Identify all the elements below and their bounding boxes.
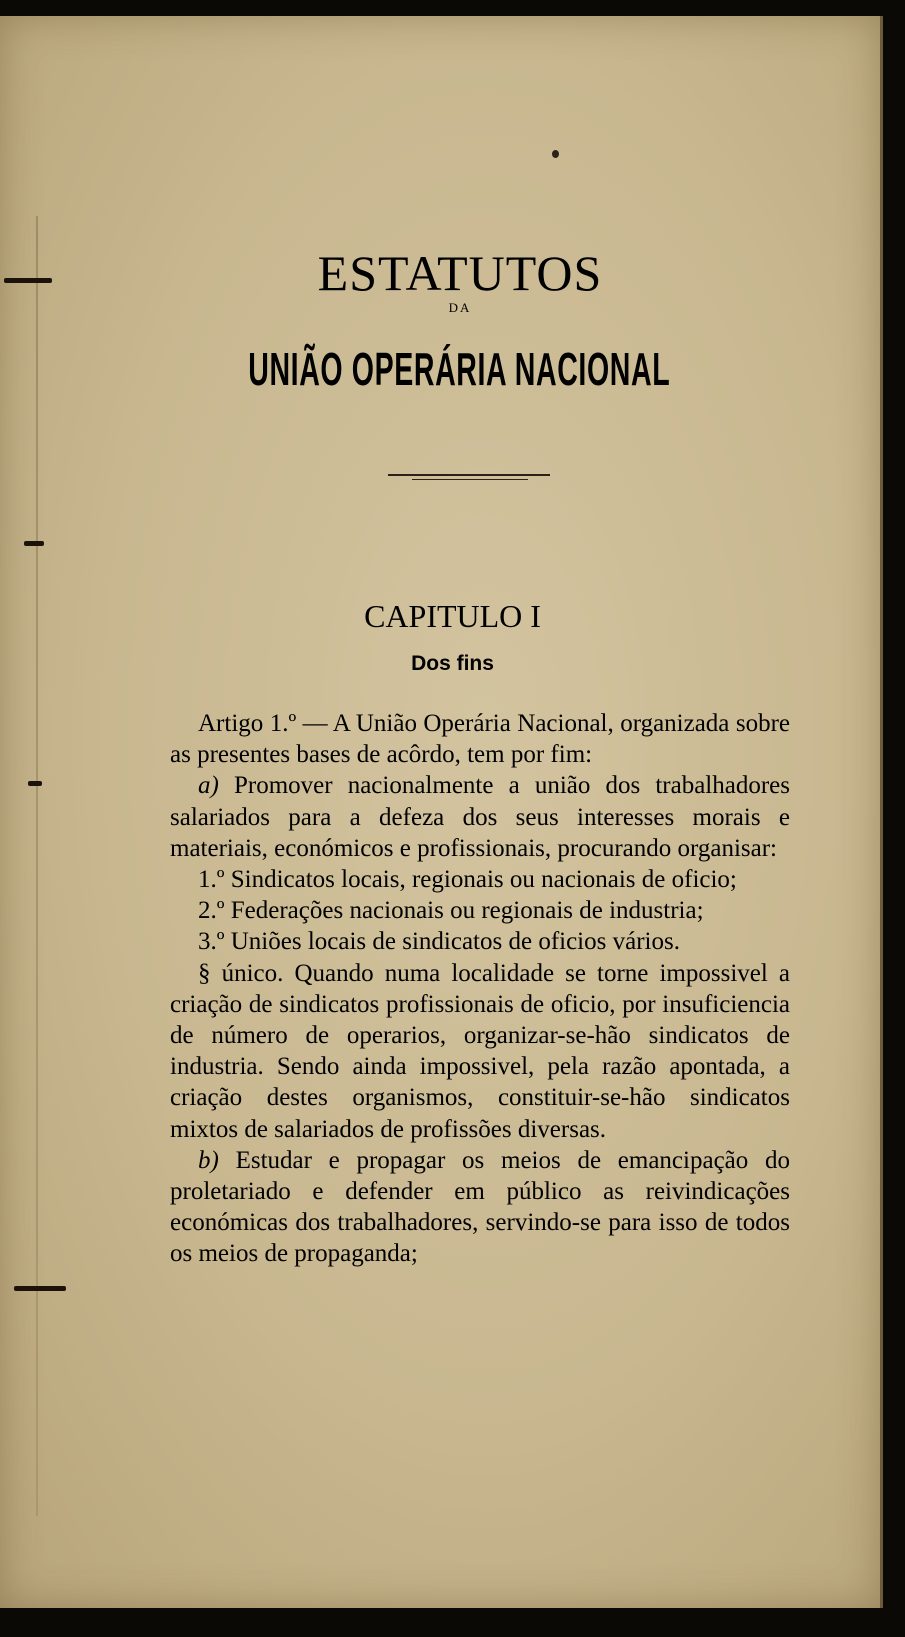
binding-thread-4: [14, 1286, 66, 1291]
article-intro: Artigo 1.º — A União Operária Nacional, organizada sobre as presentes bases de acôrdo, tem por fim:: [170, 710, 790, 769]
clause-a-text: Promover nacionalmente a união dos trabalhadores salariados para a defeza dos seus interesses morais e materiais, económicos e profissionais, procurando organisar:: [170, 772, 791, 862]
ink-dot: [552, 150, 559, 158]
list-item-2: 2.º Federações nacionais ou regionais de industria;: [198, 897, 704, 925]
binding-fold: [36, 216, 38, 1516]
binding-thread-3: [28, 781, 42, 786]
list-item-3: 3.º Uniões locais de sindicatos de oficios vários.: [198, 928, 680, 956]
clause-b-label: b): [198, 1146, 219, 1174]
list-item-1: 1.º Sindicatos locais, regionais ou nacionais de oficio;: [198, 866, 737, 894]
paragraph-unico: § único. Quando numa localidade se torne impossivel a criação de sindicatos profissionais de oficio, por insuficiencia de número de operarios, organizar-se-hão sindicatos de industria. Sendo ainda impossivel, pela razão apontada, a criação destes organismos, constituir-se-hão sindicatos mixtos de salariados de profissões diversas.: [170, 959, 790, 1143]
clause-a: [170, 770, 790, 864]
title-connector: DA: [448, 300, 472, 315]
clause-a-label: a): [198, 772, 219, 800]
binding-thread-2: [24, 541, 44, 546]
title-divider-top: [388, 474, 550, 476]
article-body: [170, 708, 790, 1270]
section-heading: Dos fins: [411, 652, 494, 675]
title-divider-bottom: [412, 479, 528, 480]
organization-name: UNIÃO OPERÁRIA NACIONAL: [248, 343, 671, 395]
chapter-heading: CAPITULO I: [364, 598, 541, 634]
document-title: ESTATUTOS: [317, 245, 603, 301]
clause-b: [170, 1145, 790, 1270]
clause-b-text: Estudar e propagar os meios de emancipação do proletariado e defender em público as reivindicações económicas dos trabalhadores, servindo-se para isso de todos os meios de propaganda;: [170, 1146, 790, 1268]
